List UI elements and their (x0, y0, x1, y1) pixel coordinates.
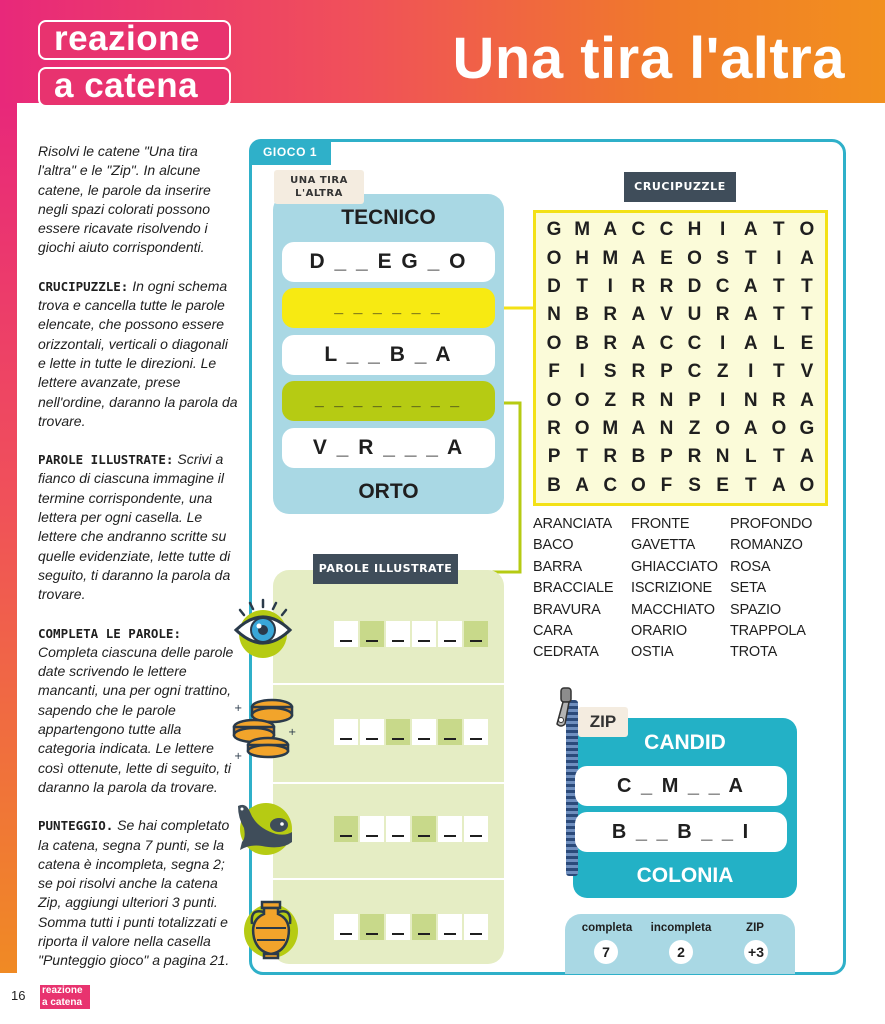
chain-label: UNA TIRA L'ALTRA (274, 170, 364, 204)
word-list-item: BARRA (533, 558, 582, 575)
instructions-column (38, 142, 238, 990)
footer-tag-line2: a catena (40, 997, 90, 1009)
letter-cell-highlight[interactable] (360, 914, 384, 940)
grid-letter[interactable]: A (631, 332, 646, 354)
grid-letter[interactable]: N (547, 304, 561, 326)
chain-top-word: TECNICO (341, 206, 436, 229)
coins-icon (232, 697, 297, 762)
chain-box-4[interactable]: _ _ _ _ _ _ _ _ (282, 381, 495, 421)
grid-letter[interactable]: I (776, 247, 782, 269)
grid-letter[interactable]: U (687, 304, 702, 326)
chain-box-5[interactable]: V _ R _ _ _ A (282, 428, 495, 468)
grid-letter[interactable]: T (744, 247, 757, 269)
letter-cell-highlight[interactable] (334, 816, 358, 842)
letter-cell[interactable] (464, 719, 488, 745)
grid-letter[interactable]: A (743, 219, 758, 241)
svg-text:+: + (234, 751, 243, 762)
grid-letter[interactable]: R (603, 304, 618, 326)
page-number: 16 (11, 988, 26, 1003)
letter-cell-highlight[interactable] (412, 816, 436, 842)
letter-cell[interactable] (386, 914, 410, 940)
word-row-eye[interactable] (334, 621, 488, 647)
completa-instructions (38, 624, 238, 798)
grid-letter[interactable]: Z (604, 389, 617, 411)
word-list-item: FRONTE (631, 516, 690, 532)
word-list-item: TROTA (730, 644, 778, 661)
footer-tag-line1: reazione (40, 985, 90, 997)
grid-letter[interactable]: R (547, 417, 561, 439)
grid-letter[interactable]: A (771, 474, 786, 496)
word-list-item: ORARIO (631, 623, 687, 640)
letter-cell[interactable] (360, 816, 384, 842)
parole-text: Scrivi a fianco di ciascuna immagine il termine corrispondente, una lettera per ogni casella. Le lettere che andranno scritte su quelle evidenziate, lette tutte di seguito, ti daranno la parola da trovare. (38, 451, 231, 603)
parole-illustrate-label: PAROLE ILLUSTRATE (313, 554, 458, 584)
grid-letter[interactable]: I (720, 332, 726, 354)
letter-cell[interactable] (386, 816, 410, 842)
grid-letter[interactable]: T (801, 304, 813, 326)
punteggio-title: PUNTEGGIO. (38, 818, 114, 834)
word-list-item: BACO (533, 537, 574, 554)
page-title: Una tira l'altra (452, 26, 845, 91)
grid-letter[interactable]: E (716, 474, 729, 496)
word-row-coins[interactable] (334, 719, 488, 745)
grid-letter[interactable]: R (659, 275, 674, 297)
zip-box-2[interactable]: B _ _ B _ _ I (575, 812, 787, 852)
grid-letter[interactable]: G (799, 417, 815, 439)
grid-letter[interactable]: D (687, 275, 702, 297)
grid-letter[interactable]: A (631, 304, 646, 326)
word-list-item: ISCRIZIONE (631, 580, 712, 597)
eye-icon (232, 598, 294, 660)
word-list-item: GHIACCIATO (631, 558, 718, 575)
grid-letter[interactable]: B (575, 332, 589, 354)
letter-cell-highlight[interactable] (412, 914, 436, 940)
grid-letter[interactable]: T (576, 446, 588, 468)
grid-letter[interactable]: F (548, 361, 560, 383)
grid-letter[interactable]: I (720, 389, 726, 411)
grid-letter[interactable]: O (630, 474, 646, 496)
letter-cell[interactable] (412, 719, 436, 745)
grid-letter[interactable]: T (773, 446, 785, 468)
grid-letter[interactable]: L (773, 332, 785, 354)
grid-letter[interactable]: G (546, 219, 562, 241)
grid-letter[interactable]: A (743, 304, 758, 326)
grid-letter[interactable]: T (773, 275, 785, 297)
crucipuzzle-text: In ogni schema trova e cancella tutte le parole elencate, che possono essere orizzontali, verticali o diagonali e lette in tutte le direzioni. Le lettere avanzate, prese nell'ordine, daranno la parola da trovare. (38, 277, 238, 429)
grid-letter[interactable]: R (687, 446, 702, 468)
score-incompleta-label: incompleta (650, 922, 712, 934)
row-divider (273, 878, 504, 880)
grid-letter[interactable]: A (800, 446, 814, 468)
grid-letter[interactable]: P (688, 389, 701, 411)
grid-letter[interactable]: A (800, 389, 814, 411)
grid-letter[interactable]: E (800, 332, 814, 354)
crucipuzzle-grid[interactable] (533, 210, 828, 506)
parole-instructions (38, 450, 238, 604)
word-list-item: BRAVURA (533, 601, 601, 618)
word-list-item: OSTIA (631, 644, 674, 661)
letter-cell[interactable] (386, 621, 410, 647)
grid-letter[interactable]: P (660, 446, 673, 468)
letter-cell[interactable] (464, 914, 488, 940)
grid-letter[interactable]: A (631, 247, 646, 269)
grid-letter[interactable]: N (743, 389, 758, 411)
chain-box-2[interactable]: _ _ _ _ _ _ (282, 288, 495, 328)
grid-letter[interactable]: O (687, 247, 702, 269)
grid-letter[interactable]: B (631, 446, 646, 468)
grid-letter[interactable]: T (744, 474, 757, 496)
letter-cell[interactable] (438, 816, 462, 842)
left-decorative-strip (0, 103, 17, 973)
crucipuzzle-title: CRUCIPUZZLE: (38, 278, 129, 294)
grid-letter[interactable]: S (603, 361, 617, 383)
grid-letter[interactable]: C (631, 219, 646, 241)
grid-letter[interactable]: B (575, 304, 589, 326)
zip-box-1[interactable]: C _ M _ _ A (575, 766, 787, 806)
score-zip-label: ZIP (746, 922, 764, 934)
word-row-seal[interactable] (334, 816, 488, 842)
seal-icon (232, 798, 294, 860)
zip-label: ZIP (578, 707, 628, 737)
grid-letter[interactable]: N (659, 389, 674, 411)
grid-letter[interactable]: T (576, 275, 588, 297)
word-list-item: ROMANZO (730, 537, 803, 554)
grid-letter[interactable]: O (715, 417, 731, 439)
word-row-amphora[interactable] (334, 914, 488, 940)
grid-letter[interactable]: I (720, 219, 726, 241)
grid-letter[interactable]: D (547, 275, 561, 297)
score-completa-label: completa (581, 922, 633, 934)
grid-letter[interactable]: R (715, 304, 730, 326)
grid-letter[interactable]: R (631, 389, 646, 411)
row-divider (273, 782, 504, 784)
letter-cell[interactable] (438, 914, 462, 940)
grid-letter[interactable]: M (574, 219, 591, 241)
grid-letter[interactable]: M (602, 417, 619, 439)
grid-letter[interactable]: N (715, 446, 730, 468)
grid-letter[interactable]: T (773, 304, 785, 326)
punteggio-instructions (38, 816, 238, 970)
word-list-item: GAVETTA (631, 537, 696, 554)
letter-cell-highlight[interactable] (386, 719, 410, 745)
crucipuzzle-instructions (38, 277, 238, 431)
grid-letter[interactable]: A (743, 275, 758, 297)
letter-cell[interactable] (334, 914, 358, 940)
grid-letter[interactable]: O (799, 219, 815, 241)
grid-letter[interactable]: C (715, 275, 730, 297)
grid-letter[interactable]: Z (688, 417, 701, 439)
word-list-item: ARANCIATA (533, 516, 613, 532)
grid-letter[interactable]: R (603, 446, 618, 468)
grid-letter[interactable]: O (546, 332, 562, 354)
parole-title: PAROLE ILLUSTRATE: (38, 452, 174, 468)
letter-cell-highlight[interactable] (360, 621, 384, 647)
grid-letter[interactable]: F (660, 474, 673, 496)
word-list-item: ROSA (730, 558, 771, 575)
grid-letter[interactable]: A (575, 474, 589, 496)
grid-letter[interactable]: I (579, 361, 585, 383)
grid-letter[interactable]: I (607, 275, 613, 297)
svg-text:+: + (234, 703, 243, 714)
zip-top-word: CANDID (644, 731, 726, 754)
intro-text: Risolvi le catene "Una tira l'altra" e le "Zip". In alcune catene, le parole da inserire negli spazi colorati possono essere ricavate risolvendo i giochi aiuto corrispondenti. (38, 143, 211, 256)
grid-letter[interactable]: C (603, 474, 618, 496)
grid-letter[interactable]: C (687, 361, 702, 383)
word-list-item: MACCHIATO (631, 601, 715, 618)
brand-tag-line2: a catena (38, 67, 231, 107)
grid-letter[interactable]: M (602, 247, 619, 269)
word-list-item: CEDRATA (533, 644, 599, 661)
brand-tag-line1: reazione (38, 20, 231, 60)
chain-box-1[interactable]: D _ _ E G _ O (282, 242, 495, 282)
grid-letter[interactable]: O (546, 389, 562, 411)
score-zip-value: +3 (744, 940, 768, 964)
grid-letter[interactable]: R (631, 361, 646, 383)
grid-letter[interactable]: O (546, 247, 562, 269)
grid-letter[interactable]: A (631, 417, 646, 439)
grid-letter[interactable]: A (603, 219, 618, 241)
word-list-column-3 (730, 514, 812, 664)
word-list-column-1 (533, 514, 613, 664)
zipper-pull-icon (553, 688, 577, 728)
grid-letter[interactable]: T (773, 361, 785, 383)
punteggio-text: Se hai completato la catena, segna 7 punti, se la catena è incompleta, segna 2; se poi risolvi anche la catena Zip, aggiungi ulteriori 3 punti. Somma tutti i punti totalizzati e riporta il valore nella casella "Punteggio gioco" a pagina 21. (38, 817, 230, 969)
grid-letter[interactable]: T (801, 275, 813, 297)
grid-letter[interactable]: T (773, 219, 785, 241)
grid-letter[interactable]: Z (716, 361, 729, 383)
letter-cell-highlight[interactable] (438, 719, 462, 745)
letter-cell[interactable] (334, 621, 358, 647)
letter-cell[interactable] (334, 719, 358, 745)
zip-bottom-word: COLONIA (636, 864, 734, 887)
grid-letter[interactable]: R (603, 332, 618, 354)
word-list-item: BRACCIALE (533, 580, 614, 597)
grid-letter[interactable]: L (744, 446, 757, 468)
completa-text: Completa ciascuna delle parole date scrivendo le lettere mancanti, una per ogni trattino, sapendo che le parole appartengono tutte alla categoria indicata. Le lettere così ottenute, lette di seguito, ti daranno la parola da trovare. (38, 643, 234, 795)
score-completa-value: 7 (594, 940, 618, 964)
grid-letter[interactable]: C (659, 219, 674, 241)
grid-letter[interactable]: H (575, 247, 589, 269)
game-label: GIOCO 1 (249, 139, 331, 165)
word-list-column-2 (631, 514, 718, 664)
grid-letter[interactable]: R (771, 389, 786, 411)
grid-letter[interactable]: I (748, 361, 754, 383)
grid-letter[interactable]: V (660, 304, 673, 326)
word-list-item: SETA (730, 580, 766, 597)
letter-cell[interactable] (464, 816, 488, 842)
grid-letter[interactable]: R (631, 275, 646, 297)
crucipuzzle-label: CRUCIPUZZLE (624, 172, 736, 202)
grid-letter[interactable]: C (659, 332, 674, 354)
grid-letter[interactable]: V (800, 361, 814, 383)
grid-letter[interactable]: N (659, 417, 674, 439)
chain-box-3[interactable]: L _ _ B _ A (282, 335, 495, 375)
grid-letter[interactable]: S (688, 474, 701, 496)
grid-letter[interactable]: O (574, 389, 590, 411)
grid-letter[interactable]: P (660, 361, 673, 383)
grid-letter[interactable]: S (716, 247, 729, 269)
word-list-item: TRAPPOLA (730, 623, 806, 640)
grid-letter[interactable]: E (660, 247, 673, 269)
word-list-item: SPAZIO (730, 601, 781, 618)
letter-cell[interactable] (360, 719, 384, 745)
letter-cell[interactable] (438, 621, 462, 647)
grid-letter[interactable]: P (547, 446, 561, 468)
letter-cell-highlight[interactable] (464, 621, 488, 647)
grid-letter[interactable]: O (799, 474, 815, 496)
word-list-item: PROFONDO (730, 516, 813, 532)
grid-letter[interactable]: B (547, 474, 561, 496)
grid-letter[interactable]: C (687, 332, 702, 354)
score-incompleta-value: 2 (669, 940, 693, 964)
grid-letter[interactable]: O (574, 417, 590, 439)
grid-letter[interactable]: H (687, 219, 702, 241)
letter-cell[interactable] (412, 621, 436, 647)
grid-letter[interactable]: A (743, 417, 758, 439)
chain-bottom-word: ORTO (358, 480, 419, 503)
grid-letter[interactable]: A (743, 332, 758, 354)
row-divider (273, 683, 504, 685)
completa-title: COMPLETA LE PAROLE: (38, 625, 181, 641)
amphora-icon (240, 898, 302, 960)
grid-letter[interactable]: A (800, 247, 814, 269)
word-list-item: CARA (533, 623, 573, 640)
grid-letter[interactable]: O (771, 417, 787, 439)
svg-text:+: + (288, 727, 297, 738)
